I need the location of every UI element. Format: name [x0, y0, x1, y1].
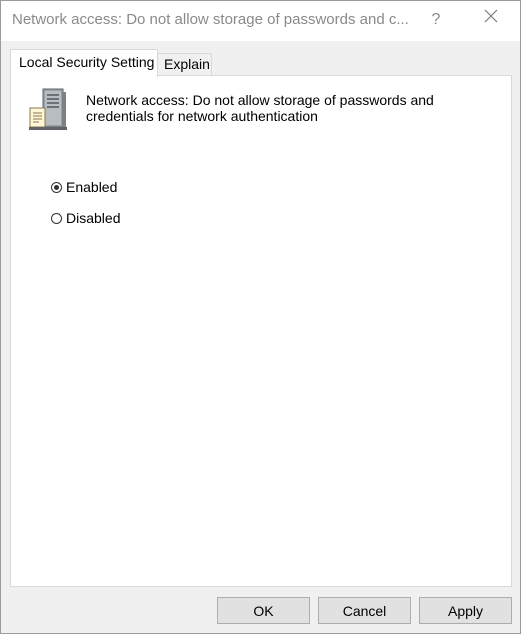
enabled-label[interactable]: Enabled: [66, 179, 118, 195]
tab-explain[interactable]: Explain: [157, 53, 212, 76]
policy-description-line-2: credentials for network authentication: [86, 108, 318, 124]
close-icon: [484, 9, 498, 23]
disabled-radio-button[interactable]: [51, 213, 62, 224]
disabled-radio-option[interactable]: [51, 209, 120, 227]
tab-local-security-setting[interactable]: Local Security Setting: [10, 49, 158, 77]
disabled-label[interactable]: Disabled: [66, 210, 121, 226]
policy-description: [86, 92, 446, 124]
policy-description-line-1: Network access: Do not allow storage of passwords and: [86, 92, 434, 108]
enabled-radio-button[interactable]: [51, 182, 62, 193]
enabled-radio-option[interactable]: [51, 178, 117, 196]
server-policy-icon: [27, 88, 69, 132]
ok-button[interactable]: OK: [217, 597, 310, 624]
cancel-button[interactable]: Cancel: [318, 597, 411, 624]
close-button[interactable]: [477, 9, 505, 33]
window-title: Network access: Do not allow storage of passwords and c...: [12, 11, 409, 28]
title-bar[interactable]: [1, 1, 520, 41]
apply-button[interactable]: Apply: [419, 597, 512, 624]
local-security-setting-panel: [10, 75, 512, 587]
help-button[interactable]: ?: [431, 11, 441, 28]
